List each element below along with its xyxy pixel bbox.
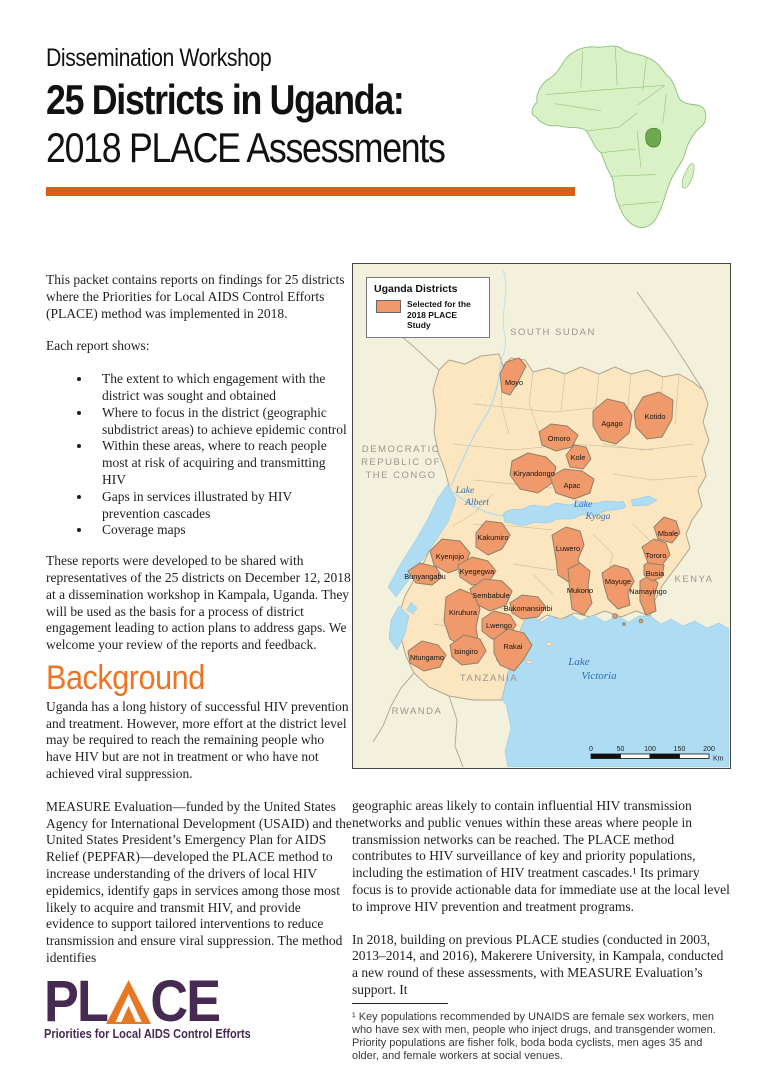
country-label-drc-line1: DEMOCRATIC bbox=[361, 444, 441, 455]
legend-swatch-label: Selected for the 2018 PLACE Study bbox=[407, 299, 471, 331]
footnote-text: ¹ Key populations recommended by UNAIDS are female sex workers, men who have sex with men, people who inject drugs, and transgender women. Priority populations are fisher folk, boda boda cyclists, men ages 35 and older, and female workers at social venues. bbox=[352, 1010, 716, 1063]
list-item: • The extent to which engagement with the district was sought and obtained bbox=[92, 371, 352, 405]
district-label: Kole bbox=[570, 453, 586, 462]
country-label-kenya: KENYA bbox=[674, 574, 714, 585]
district-label: Isingiro bbox=[454, 647, 478, 656]
legend-swatch-selected-district bbox=[376, 300, 401, 313]
country-label-tanzania: TANZANIA bbox=[459, 673, 519, 684]
scale-tick-label: 200 bbox=[703, 746, 715, 753]
scale-tick-label: 100 bbox=[644, 746, 656, 753]
logo-triangle-icon bbox=[106, 980, 151, 1024]
scale-unit-label: Km bbox=[713, 755, 724, 763]
lake-label-albert-line1: Lake bbox=[455, 486, 475, 496]
logo-letters-pl: PL bbox=[44, 969, 108, 1034]
legend-title: Uganda Districts bbox=[374, 283, 458, 295]
district-island bbox=[639, 619, 643, 623]
lake-label-albert-line2: Albert bbox=[465, 498, 489, 508]
list-item: • Where to focus in the district (geographic subdistrict areas) to achieve epidemic control bbox=[92, 405, 352, 439]
list-item: • Gaps in services illustrated by HIV prevention cascades bbox=[92, 489, 352, 523]
district-island bbox=[613, 614, 618, 619]
district-label: Ntungamo bbox=[409, 653, 445, 662]
district-label: Namayingo bbox=[629, 587, 667, 596]
district-label: Bukomansimbi bbox=[503, 604, 553, 613]
district-label: Busia bbox=[645, 569, 665, 578]
right-paragraph-1: geographic areas likely to contain influential HIV transmission networks and public venues within these areas where people in transmission networks can be reached. The PLACE method contributes to HIV surveillance of key and priority populations, including the estimation of HIV treatment cascades.¹ Its primary focus is to provide actionable data for immediate use at the local level to improve HIV prevention and treatment programs. bbox=[352, 798, 730, 914]
country-label-drc-line2: REPUBLIC OF bbox=[361, 457, 441, 468]
africa-continent-shape bbox=[532, 46, 706, 227]
africa-uganda-highlight bbox=[646, 128, 661, 147]
list-item: • Coverage maps bbox=[92, 522, 352, 539]
district-label: Apac bbox=[563, 481, 581, 490]
map-svg bbox=[353, 264, 729, 767]
district-label: Rakai bbox=[503, 642, 523, 651]
africa-inset-map bbox=[505, 40, 733, 240]
district-label: Lwengo bbox=[486, 621, 512, 630]
place-logo bbox=[44, 969, 279, 1041]
lake-label-kyoga-line2: Kyoga bbox=[585, 512, 611, 522]
intro-paragraph-3: These reports were developed to be shared with representatives of the 25 districts on December 12, 2018 at a dissemination workshop in Kampala, Uganda. They will be used as the basis for a process of district engagement leading to action plans to address gaps. We welcome your review of the reports and feedback. bbox=[46, 553, 351, 653]
report-contents-list bbox=[46, 371, 352, 539]
district-label: Omoro bbox=[547, 434, 571, 443]
district-label: Bunyangabu bbox=[404, 572, 446, 581]
right-paragraph-2: In 2018, building on previous PLACE studies (conducted in 2003, 2013–2014, and 2016), Makerere University, in Kampala, conducted a new round of these assessments, with MEASURE Evaluation’s support. It bbox=[352, 931, 724, 997]
lake-label-kyoga-line1: Lake bbox=[573, 500, 593, 510]
intro-paragraph-1: This packet contains reports on findings for 25 districts where the Priorities for Local AIDS Control Efforts (PLACE) method was implemented in 2018. bbox=[46, 272, 345, 321]
background-heading: Background bbox=[46, 658, 205, 697]
district-label: Mbale bbox=[657, 529, 679, 538]
district-label: Kiruhura bbox=[449, 608, 477, 617]
logo-letters-ce: CE bbox=[150, 969, 220, 1034]
district-label: Kotido bbox=[644, 412, 666, 421]
country-label-south-sudan: SOUTH SUDAN bbox=[510, 327, 596, 338]
scale-tick-label: 0 bbox=[589, 746, 593, 753]
district-label: Mayuge bbox=[604, 577, 632, 586]
district-island bbox=[623, 623, 626, 626]
uganda-districts-map bbox=[352, 263, 731, 769]
scale-tick-label: 50 bbox=[616, 746, 625, 753]
district-label: Kyenjojo bbox=[435, 552, 465, 561]
left-column bbox=[46, 272, 352, 983]
district-label: Sembabule bbox=[472, 591, 510, 600]
map-legend bbox=[366, 277, 490, 338]
page-title-line1: 25 Districts in Uganda: bbox=[46, 76, 404, 123]
lake-victoria-shape bbox=[502, 615, 729, 767]
footnote-separator bbox=[352, 1003, 448, 1004]
country-label-rwanda: RWANDA bbox=[391, 706, 443, 717]
list-item: • Within these areas, where to reach people most at risk of acquiring and transmitting HIV bbox=[92, 438, 352, 488]
page-eyebrow: Dissemination Workshop bbox=[46, 44, 272, 72]
background-paragraph-1: Uganda has a long history of successful HIV prevention and treatment. However, more effort at the district level may be required to reach the remaining people who have HIV but are not in treatment or who have not achieved viral suppression. bbox=[46, 698, 349, 781]
lake-label-victoria-line2: Victoria bbox=[581, 670, 617, 682]
district-label: Mukono bbox=[566, 586, 594, 595]
district-label: Kakumiro bbox=[477, 533, 509, 542]
right-column bbox=[352, 798, 731, 1064]
district-label: Kiryandongo bbox=[513, 469, 555, 478]
lake-label-victoria-line1: Lake bbox=[568, 656, 590, 668]
district-label: Moyo bbox=[504, 378, 524, 387]
country-label-drc-line3: THE CONGO bbox=[365, 470, 437, 481]
district-label: Luwero bbox=[555, 544, 581, 553]
accent-rule bbox=[46, 187, 575, 196]
district-label: Agago bbox=[601, 419, 623, 428]
background-paragraph-2: MEASURE Evaluation—funded by the United States Agency for International Development (USAID) and the United States President’s Emergency Plan for AIDS Relief (PEPFAR)—developed the PLACE method to increase understanding of the drivers of local HIV epidemics, identify gaps in services among those most likely to acquire and transmit HIV, and provide evidence to support tailored interventions to reduce transmission and ensure viral suppression. The method identifies bbox=[46, 798, 352, 965]
scale-tick-label: 150 bbox=[673, 746, 686, 753]
district-label: Tororo bbox=[645, 551, 667, 560]
intro-paragraph-2: Each report shows: bbox=[46, 338, 150, 354]
page-title-line2: 2018 PLACE Assessments bbox=[46, 124, 445, 171]
district-label: Kyegegwa bbox=[459, 567, 495, 576]
logo-tagline: Priorities for Local AIDS Control Efforts bbox=[44, 1027, 251, 1041]
